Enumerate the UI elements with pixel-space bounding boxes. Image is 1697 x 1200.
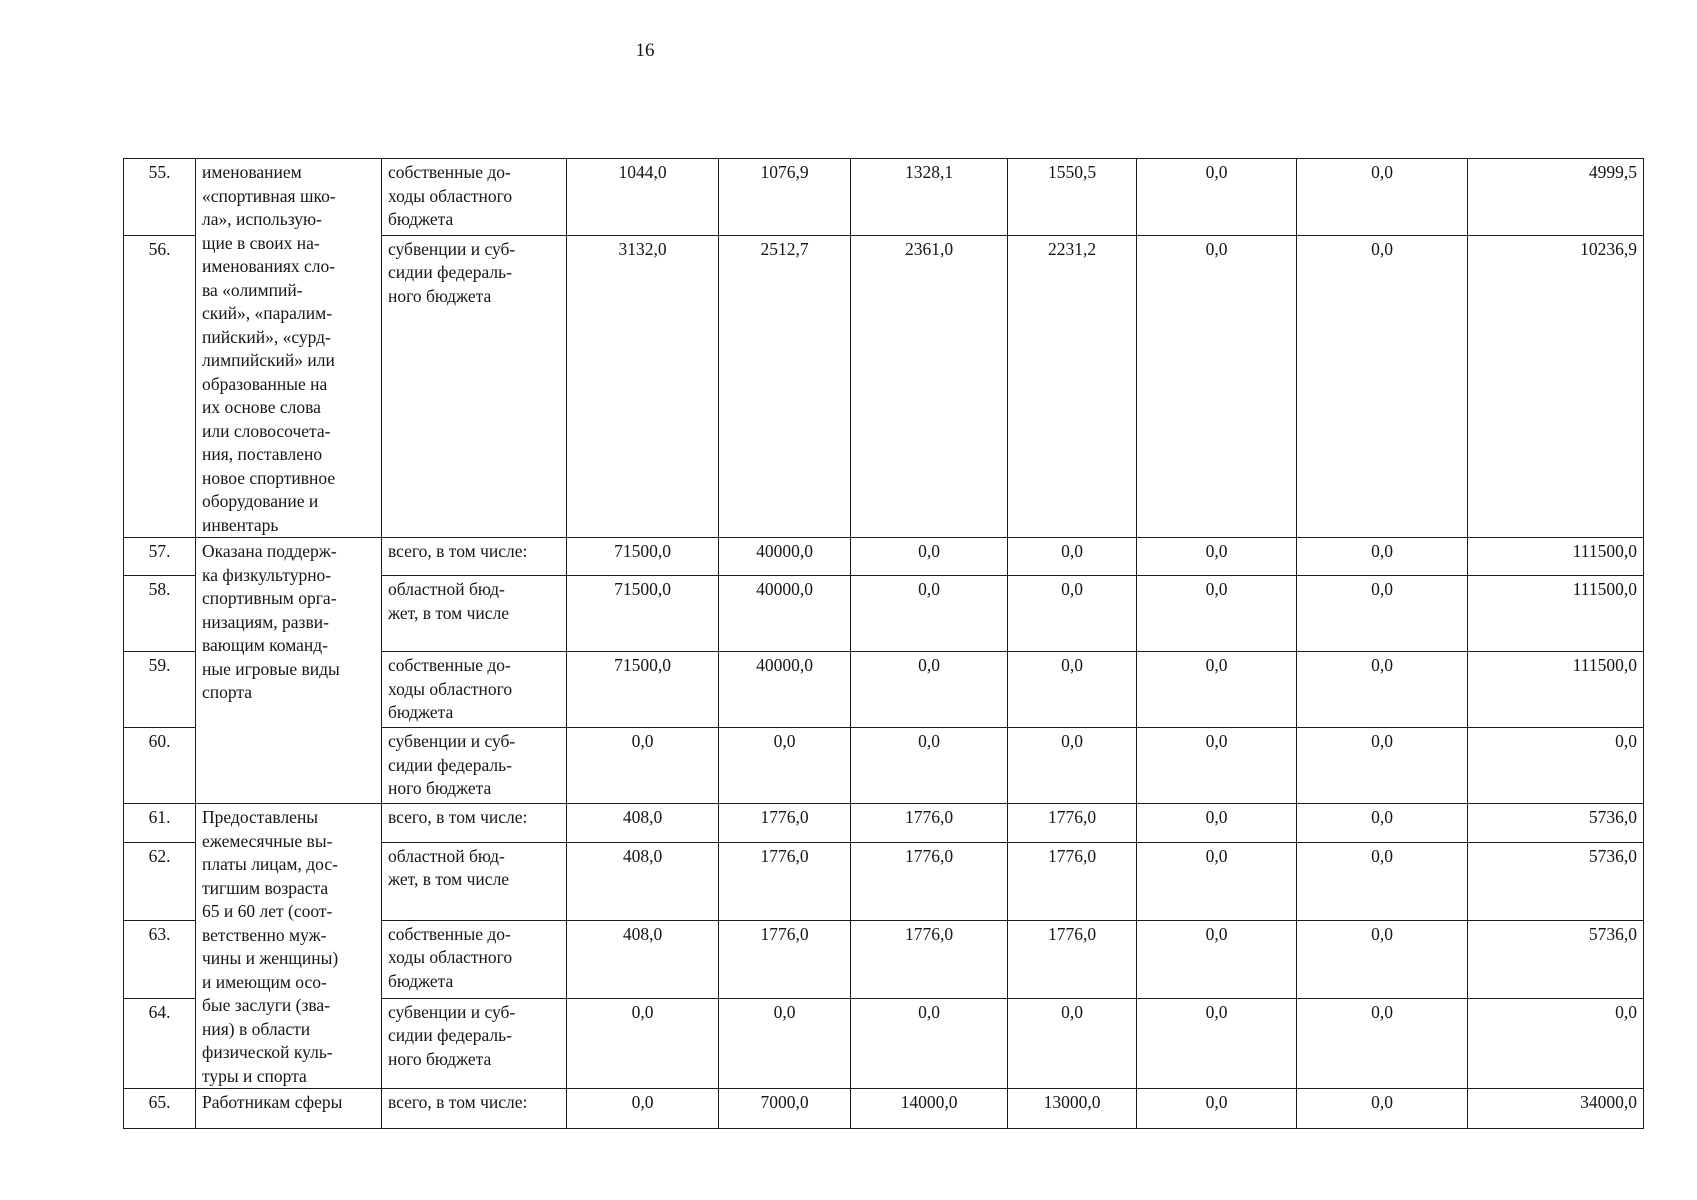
- source-line: всего, в том числе:: [388, 1092, 528, 1112]
- source-line: собственные до-: [388, 923, 511, 944]
- amount-cell: 2231,2: [1008, 235, 1137, 537]
- source-line: ного бюджета: [388, 1048, 492, 1069]
- table-row: [124, 538, 1644, 576]
- row-number: 56.: [124, 235, 196, 537]
- amount-cell: 1776,0: [851, 804, 1008, 843]
- amount-cell: 0,0: [1008, 728, 1137, 804]
- amount-cell: 0,0: [1137, 728, 1297, 804]
- description-line: низациям, разви-: [202, 611, 329, 632]
- amount-cell: 0,0: [1008, 652, 1137, 728]
- amount-cell: 0,0: [567, 1089, 719, 1129]
- source-line: субвенции и суб-: [388, 731, 516, 751]
- description-line: тигшим возраста: [202, 877, 329, 898]
- description-line: щие в своих на-: [202, 232, 320, 253]
- source-line: субвенции и суб-: [388, 1001, 516, 1022]
- amount-cell: 0,0: [1137, 842, 1297, 920]
- funding-source: [382, 1089, 567, 1129]
- description-line: «спортивная шко-: [202, 185, 336, 206]
- funding-source: [382, 159, 567, 236]
- source-line: ного бюджета: [388, 778, 492, 798]
- funding-source: [382, 842, 567, 920]
- amount-cell: 0,0: [1008, 538, 1137, 576]
- description-line: физической куль-: [202, 1042, 333, 1062]
- total-cell: 0,0: [1468, 728, 1644, 804]
- table-row: [124, 1089, 1644, 1129]
- amount-cell: 0,0: [1137, 538, 1297, 576]
- amount-cell: 3132,0: [567, 235, 719, 537]
- amount-cell: 0,0: [1297, 728, 1468, 804]
- measure-description: [196, 1089, 382, 1129]
- amount-cell: 1076,9: [719, 159, 851, 236]
- measure-description: [196, 804, 382, 1089]
- amount-cell: 0,0: [1297, 804, 1468, 843]
- description-line: ский», «паралим-: [202, 303, 333, 323]
- total-cell: 5736,0: [1468, 920, 1644, 998]
- row-number: 62.: [124, 842, 196, 920]
- description-line: оборудование и: [202, 491, 319, 511]
- amount-cell: 408,0: [567, 804, 719, 843]
- total-cell: 111500,0: [1468, 576, 1644, 652]
- row-number: 64.: [124, 998, 196, 1088]
- description-line: инвентарь: [202, 514, 279, 535]
- description-line: ка физкультурно-: [202, 564, 332, 585]
- description-line: ежемесячные вы-: [202, 830, 333, 851]
- funding-source: [382, 804, 567, 843]
- funding-source: [382, 728, 567, 804]
- amount-cell: 1776,0: [1008, 920, 1137, 998]
- source-line: сидии федераль-: [388, 754, 512, 775]
- funding-source: [382, 998, 567, 1088]
- description-line: чины и женщины): [202, 948, 339, 968]
- amount-cell: 408,0: [567, 842, 719, 920]
- amount-cell: 0,0: [567, 998, 719, 1088]
- amount-cell: 0,0: [851, 538, 1008, 576]
- description-line: спорта: [202, 682, 253, 702]
- amount-cell: 0,0: [1137, 159, 1297, 236]
- row-number: 65.: [124, 1089, 196, 1129]
- amount-cell: 408,0: [567, 920, 719, 998]
- description-line: платы лицам, дос-: [202, 854, 338, 874]
- amount-cell: 0,0: [851, 728, 1008, 804]
- description-line: новое спортивное: [202, 467, 336, 488]
- description-line: Работникам сферы: [202, 1092, 343, 1112]
- description-line: Предоставлены: [202, 807, 319, 827]
- source-line: жет, в том числе: [388, 602, 510, 623]
- description-line: образованные на: [202, 373, 328, 394]
- amount-cell: 0,0: [1008, 998, 1137, 1088]
- table-row: [124, 159, 1644, 236]
- funding-source: [382, 576, 567, 652]
- amount-cell: 0,0: [719, 998, 851, 1088]
- description-line: Оказана поддерж-: [202, 541, 337, 561]
- source-line: всего, в том числе:: [388, 807, 528, 827]
- description-line: ва «олимпий-: [202, 279, 303, 300]
- description-line: именованиях сло-: [202, 256, 336, 276]
- description-line: ла», использую-: [202, 209, 322, 229]
- amount-cell: 0,0: [1137, 998, 1297, 1088]
- amount-cell: 14000,0: [851, 1089, 1008, 1129]
- description-line: туры и спорта: [202, 1065, 307, 1086]
- amount-cell: 0,0: [1297, 920, 1468, 998]
- amount-cell: 0,0: [1137, 576, 1297, 652]
- amount-cell: 0,0: [1137, 235, 1297, 537]
- row-number: 59.: [124, 652, 196, 728]
- amount-cell: 1776,0: [851, 920, 1008, 998]
- source-line: сидии федераль-: [388, 262, 512, 283]
- amount-cell: 2361,0: [851, 235, 1008, 537]
- total-cell: 5736,0: [1468, 842, 1644, 920]
- total-cell: 111500,0: [1468, 538, 1644, 576]
- amount-cell: 0,0: [1297, 576, 1468, 652]
- amount-cell: 0,0: [1297, 1089, 1468, 1129]
- amount-cell: 0,0: [1297, 998, 1468, 1088]
- source-line: сидии федераль-: [388, 1025, 512, 1046]
- table-row: [124, 804, 1644, 843]
- amount-cell: 1044,0: [567, 159, 719, 236]
- source-line: собственные до-: [388, 162, 511, 182]
- budget-table: [123, 158, 1644, 1129]
- row-number: 57.: [124, 538, 196, 576]
- row-number: 63.: [124, 920, 196, 998]
- amount-cell: 0,0: [851, 652, 1008, 728]
- amount-cell: 0,0: [1297, 842, 1468, 920]
- amount-cell: 0,0: [1137, 804, 1297, 843]
- description-line: и имеющим осо-: [202, 971, 327, 992]
- total-cell: 4999,5: [1468, 159, 1644, 236]
- amount-cell: 0,0: [851, 998, 1008, 1088]
- amount-cell: 1776,0: [1008, 804, 1137, 843]
- amount-cell: 2512,7: [719, 235, 851, 537]
- amount-cell: 0,0: [1297, 235, 1468, 537]
- description-line: бые заслуги (зва-: [202, 995, 331, 1015]
- description-line: 65 и 60 лет (соот-: [202, 901, 333, 921]
- source-line: собственные до-: [388, 655, 511, 675]
- source-line: бюджета: [388, 209, 454, 229]
- amount-cell: 1328,1: [851, 159, 1008, 236]
- description-line: ния) в области: [202, 1018, 311, 1039]
- amount-cell: 0,0: [851, 576, 1008, 652]
- row-number: 60.: [124, 728, 196, 804]
- amount-cell: 7000,0: [719, 1089, 851, 1129]
- source-line: областной бюд-: [388, 845, 505, 866]
- source-line: ходы областного: [388, 185, 513, 206]
- source-line: всего, в том числе:: [388, 541, 528, 561]
- description-line: ния, поставлено: [202, 444, 323, 464]
- amount-cell: 0,0: [1008, 576, 1137, 652]
- total-cell: 111500,0: [1468, 652, 1644, 728]
- amount-cell: 71500,0: [567, 538, 719, 576]
- total-cell: 5736,0: [1468, 804, 1644, 843]
- description-line: вающим команд-: [202, 635, 329, 655]
- description-line: лимпийский» или: [202, 350, 335, 370]
- amount-cell: 40000,0: [719, 538, 851, 576]
- amount-cell: 0,0: [719, 728, 851, 804]
- amount-cell: 71500,0: [567, 652, 719, 728]
- amount-cell: 0,0: [567, 728, 719, 804]
- total-cell: 34000,0: [1468, 1089, 1644, 1129]
- source-line: бюджета: [388, 970, 454, 991]
- total-cell: 10236,9: [1468, 235, 1644, 537]
- amount-cell: 71500,0: [567, 576, 719, 652]
- amount-cell: 1776,0: [1008, 842, 1137, 920]
- amount-cell: 0,0: [1137, 1089, 1297, 1129]
- description-line: именованием: [202, 162, 302, 182]
- source-line: ного бюджета: [388, 285, 492, 306]
- amount-cell: 1550,5: [1008, 159, 1137, 236]
- amount-cell: 1776,0: [719, 920, 851, 998]
- funding-source: [382, 652, 567, 728]
- description-line: или словосочета-: [202, 420, 331, 441]
- row-number: 58.: [124, 576, 196, 652]
- amount-cell: 0,0: [1297, 538, 1468, 576]
- description-line: их основе слова: [202, 397, 321, 417]
- description-line: спортивным орга-: [202, 588, 337, 608]
- source-line: ходы областного: [388, 678, 513, 699]
- description-line: пийский», «сурд-: [202, 326, 331, 347]
- amount-cell: 0,0: [1297, 652, 1468, 728]
- source-line: субвенции и суб-: [388, 238, 516, 259]
- description-line: ные игровые виды: [202, 658, 340, 679]
- page-number: 16: [635, 40, 655, 61]
- amount-cell: 40000,0: [719, 652, 851, 728]
- row-number: 61.: [124, 804, 196, 843]
- source-line: жет, в том числе: [388, 869, 510, 890]
- total-cell: 0,0: [1468, 998, 1644, 1088]
- funding-source: [382, 538, 567, 576]
- measure-description: [196, 159, 382, 538]
- amount-cell: 0,0: [1137, 652, 1297, 728]
- funding-source: [382, 920, 567, 998]
- amount-cell: 40000,0: [719, 576, 851, 652]
- measure-description: [196, 538, 382, 804]
- amount-cell: 13000,0: [1008, 1089, 1137, 1129]
- amount-cell: 1776,0: [719, 842, 851, 920]
- amount-cell: 0,0: [1137, 920, 1297, 998]
- amount-cell: 1776,0: [719, 804, 851, 843]
- source-line: областной бюд-: [388, 579, 505, 599]
- amount-cell: 0,0: [1297, 159, 1468, 236]
- row-number: 55.: [124, 159, 196, 236]
- amount-cell: 1776,0: [851, 842, 1008, 920]
- funding-source: [382, 235, 567, 537]
- description-line: ветственно муж-: [202, 924, 327, 945]
- source-line: ходы областного: [388, 947, 513, 968]
- source-line: бюджета: [388, 702, 454, 722]
